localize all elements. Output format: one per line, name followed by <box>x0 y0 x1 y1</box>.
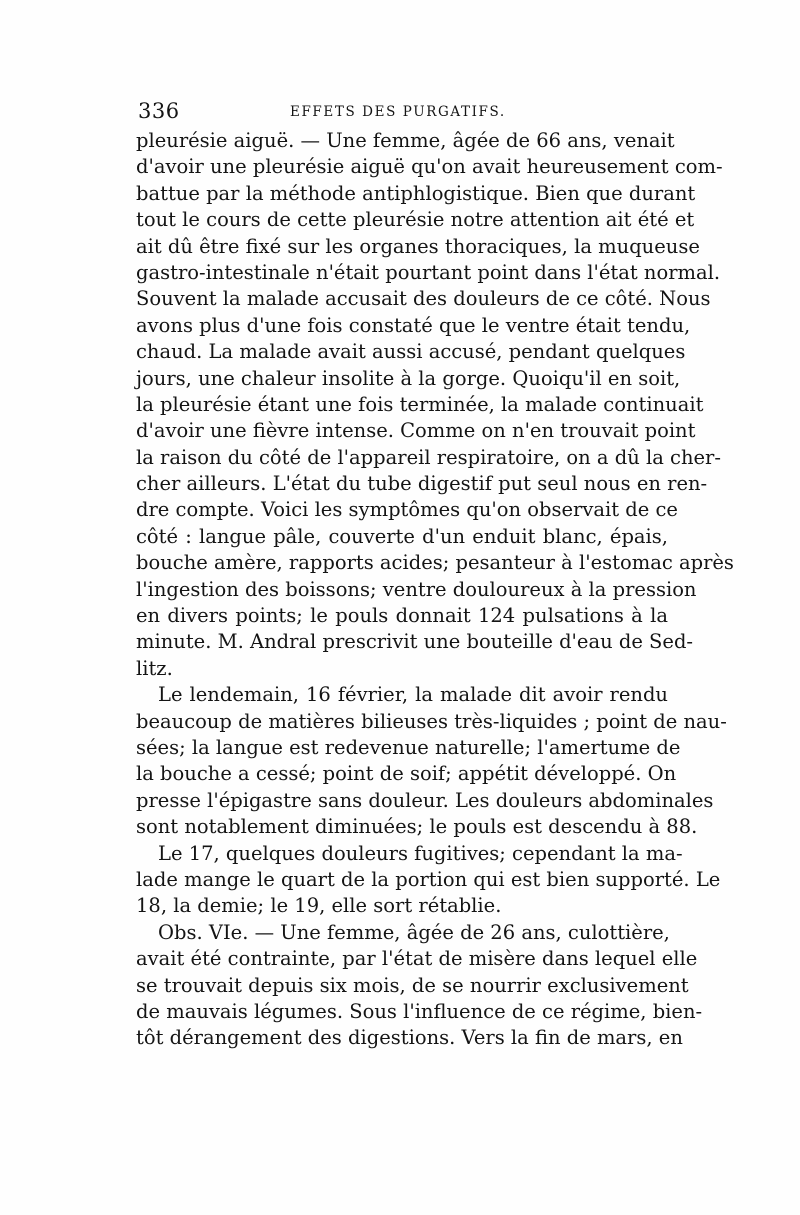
text-line: tout le cours de cette pleurésie notre attention ait été et <box>136 208 695 232</box>
text-line: bouche amère, rapports acides; pesanteur à l'estomac après <box>136 551 734 575</box>
body-text <box>136 128 734 1052</box>
text-line: avait été contrainte, par l'état de misère dans lequel elle <box>136 947 698 971</box>
text-line: sont notablement diminuées; le pouls est descendu à 88. <box>136 815 698 839</box>
text-line: pleurésie aiguë. — Une femme, âgée de 66 ans, venait <box>136 129 675 152</box>
text-line: cher ailleurs. L'état du tube digestif put seul nous en ren- <box>136 472 708 496</box>
page-header <box>138 96 670 126</box>
text-line: l'ingestion des boissons; ventre douloureux à la pression <box>136 577 697 601</box>
text-line: litz. <box>136 656 173 680</box>
text-line: sées; la langue est redevenue naturelle; l'amertume de <box>136 735 681 759</box>
text-line: d'avoir une fièvre intense. Comme on n'en trouvait point <box>136 419 696 443</box>
text-line: de mauvais légumes. Sous l'influence de ce régime, bien- <box>136 999 703 1023</box>
text-line: la pleurésie étant une fois terminée, la malade continuait <box>136 392 704 416</box>
text-line: Le lendemain, 16 février, la malade dit avoir rendu <box>158 683 668 707</box>
running-head: EFFETS DES PURGATIFS. <box>290 104 506 120</box>
text-line: jours, une chaleur insolite à la gorge. Quoiqu'il en soit, <box>136 366 681 390</box>
text-line: se trouvait depuis six mois, de se nourrir exclusivement <box>136 973 689 997</box>
text-line: 18, la demie; le 19, elle sort rétablie. <box>136 894 502 918</box>
text-line: battue par la méthode antiphlogistique. Bien que durant <box>136 181 696 205</box>
text-line: Souvent la malade accusait des douleurs de ce côté. Nous <box>136 287 711 311</box>
text-line: dre compte. Voici les symptômes qu'on observait de ce <box>136 498 678 522</box>
text-line: côté : langue pâle, couverte d'un enduit blanc, épais, <box>136 524 668 548</box>
text-line: d'avoir une pleurésie aiguë qu'on avait heureusement com- <box>136 155 723 179</box>
text-line: la raison du côté de l'appareil respiratoire, on a dû la cher- <box>136 445 721 469</box>
text-line: Le 17, quelques douleurs fugitives; cependant la ma- <box>158 841 683 865</box>
text-line: beaucoup de matières bilieuses très-liquides ; point de nau- <box>136 709 727 733</box>
text-line: la bouche a cessé; point de soif; appétit développé. On <box>136 762 677 786</box>
page-number: 336 <box>138 99 180 123</box>
text-line: minute. M. Andral prescrivit une bouteille d'eau de Sed- <box>136 630 694 654</box>
text-line: chaud. La malade avait aussi accusé, pendant quelques <box>136 340 686 364</box>
text-line: gastro-intestinale n'était pourtant point dans l'état normal. <box>136 260 721 284</box>
text-line: ait dû être fixé sur les organes thoraciques, la muqueuse <box>136 234 700 258</box>
text-line: en divers points; le pouls donnait 124 pulsations à la <box>136 604 668 628</box>
text-line: presse l'épigastre sans douleur. Les douleurs abdominales <box>136 788 714 812</box>
text-line: Obs. VIe. — Une femme, âgée de 26 ans, culottière, <box>158 920 670 944</box>
text-line: avons plus d'une fois constaté que le ventre était tendu, <box>136 313 691 337</box>
text-line: tôt dérangement des digestions. Vers la fin de mars, en <box>136 1026 683 1050</box>
text-line: lade mange le quart de la portion qui est bien supporté. Le <box>136 867 721 891</box>
